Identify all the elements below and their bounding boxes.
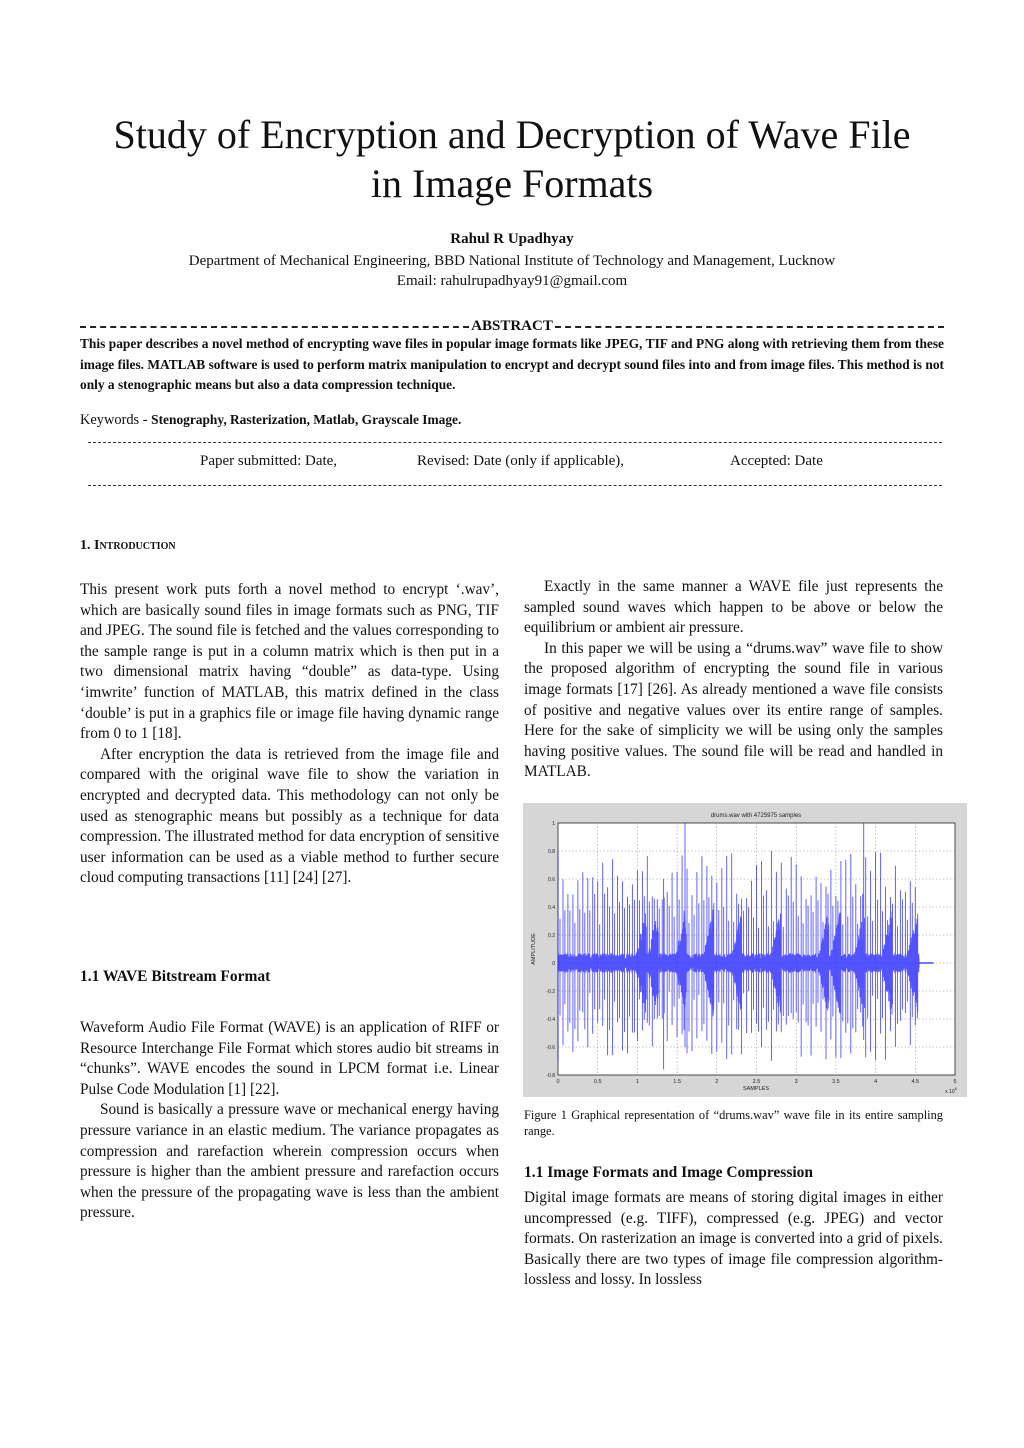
chart-title: drums.wav with 4725975 samples [710, 813, 802, 819]
date-submitted: Paper submitted: Date, [200, 453, 338, 469]
svg-text:3: 3 [794, 1079, 798, 1085]
svg-text:4.5: 4.5 [911, 1079, 920, 1085]
divider-top [88, 442, 942, 443]
waveform-chart [523, 803, 967, 1097]
svg-text:5: 5 [953, 1079, 957, 1085]
svg-text:4: 4 [874, 1079, 878, 1085]
wave-paragraph-1: Waveform Audio File Format (WAVE) is an application of RIFF or Resource Interchange File Format which stores audio bit streams in “chunks”. WAVE encodes the sound in LPCM format i.e. Linear Pulse Code Modulation [1] [22]. [80, 1019, 499, 1098]
figure-caption: Figure 1 Graphical representation of “drums.wav” wave file in its entire sampling range. [524, 1108, 943, 1138]
dash-rule-left [80, 326, 469, 328]
keywords-list: Stenography, Rasterization, Matlab, Grayscale Image. [151, 412, 462, 427]
wave-paragraph-2: Sound is basically a pressure wave or mechanical energy having pressure variance in an elastic medium. The variance propagates as compression and rarefaction wherein compression occurs when pressure is higher than the ambient pressure and rarefaction occurs when the pressure of the propagating wave is less than the ambient pressure. [80, 1101, 499, 1222]
svg-text:0: 0 [556, 1079, 560, 1085]
subsection-heading-wave: 1.1 WAVE Bitstream Format [80, 968, 271, 985]
svg-text:0.2: 0.2 [548, 933, 555, 939]
svg-text:0.5: 0.5 [593, 1079, 602, 1085]
x-axis-label: SAMPLES [743, 1086, 769, 1092]
abstract-heading [80, 316, 944, 336]
intro-paragraph-2: After encryption the data is retrieved from the image file and compared with the original wave file to show the variation in encrypted and decrypted data. This methodology can not only be used as stenographic means but possibly as a technique for data compression. The illustrated method for data encryption of sensitive user information can be used as a viable method to further secure cloud computing transactions [11] [24] [27]. [80, 745, 499, 887]
svg-text:-0.8: -0.8 [546, 1073, 555, 1079]
date-revised: Revised: Date (only if applicable), [417, 453, 625, 469]
svg-text:1.5: 1.5 [673, 1079, 681, 1085]
dash-rule-right [555, 326, 944, 328]
svg-text:1: 1 [552, 821, 555, 827]
section-title: Introduction [94, 538, 176, 553]
waveform-figure [523, 803, 967, 1097]
abstract-text: This paper describes a novel method of encrypting wave files in popular image formats like JPEG, TIF and PNG along with retrieving them from these image files. MATLAB software is used to perform matrix manipulation to encrypt and decrypt sound files into and from image files. This method is not only a stenographic means but also a data compression technique. [80, 336, 944, 392]
svg-text:0.4: 0.4 [548, 905, 555, 911]
abstract-label: ABSTRACT [471, 317, 553, 334]
title-line-1: Study of Encryption and Decryption of Wave File [113, 112, 911, 157]
image-formats-body [524, 1188, 943, 1291]
right-paragraph-2: In this paper we will be using a “drums.wav” wave file to show the proposed algorithm of encrypting the sound file in various image formats [17] [26]. As already mentioned a wave file consists of positive and negative values over its entire range of samples. Here for the sake of simplicity we will be using only the samples having positive values. The sound file will be read and handled in MATLAB. [524, 639, 943, 781]
divider-bottom [88, 485, 942, 486]
affiliation: Department of Mechanical Engineering, BBD National Institute of Technology and Management, Lucknow [188, 253, 836, 269]
svg-text:-0.6: -0.6 [546, 1045, 555, 1051]
right-column-body [524, 577, 943, 783]
paper-title [0, 110, 1024, 208]
keywords-label: Keywords - [80, 412, 152, 428]
svg-text:0: 0 [552, 961, 555, 967]
intro-paragraph-1: This present work puts forth a novel method to encrypt ‘.wav’, which are basically sound files in image formats such as PNG, TIF and JPEG. The sound file is fetched and the values corresponding to the sample range is put in a column matrix which is then put in a two dimensional matrix having “double” as data-type. Using ‘imwrite’ function of MATLAB, this matrix defined in the class ‘double’ is put in a graphics file or image file having dynamic range from 0 to 1 [18]. [80, 581, 499, 743]
subsection-heading-image-formats: 1.1 Image Formats and Image Compression [524, 1164, 814, 1181]
section-heading-introduction [80, 538, 176, 554]
date-accepted: Accepted: Date [730, 453, 823, 469]
svg-text:3.5: 3.5 [832, 1079, 840, 1085]
right-paragraph-1: Exactly in the same manner a WAVE file just represents the sampled sound waves which happen to be above or below the equilibrium or ambient air pressure. [524, 578, 943, 637]
intro-body [80, 580, 499, 889]
title-line-2: in Image Formats [370, 161, 654, 206]
image-formats-paragraph-1: Digital image formats are means of storing digital images in either uncompressed (e.g. TIFF), compressed (e.g. JPEG) and vector formats. On rasterization an image is converted into a grid of pixels. Basically there are two types of image file compression algorithm- lossless and lossy. In lossless [524, 1189, 943, 1289]
svg-text:1: 1 [635, 1079, 639, 1085]
svg-text:2: 2 [715, 1079, 719, 1085]
svg-text:-0.4: -0.4 [546, 1017, 555, 1023]
affiliation-block [0, 251, 1024, 291]
author-email: Email: rahulrupadhyay91@gmail.com [396, 273, 628, 289]
author-name: Rahul R Upadhyay [450, 231, 574, 247]
svg-text:0.8: 0.8 [548, 849, 555, 855]
keywords-line [80, 412, 461, 429]
svg-text:-0.2: -0.2 [546, 989, 555, 995]
svg-text:0.6: 0.6 [548, 877, 555, 883]
svg-text:2.5: 2.5 [752, 1079, 761, 1085]
section-number: 1. [80, 538, 94, 553]
wave-body [80, 1018, 499, 1224]
x-multiplier: x $10^6$ [945, 1086, 957, 1095]
y-axis-label: AMPLITUDE [531, 933, 537, 965]
